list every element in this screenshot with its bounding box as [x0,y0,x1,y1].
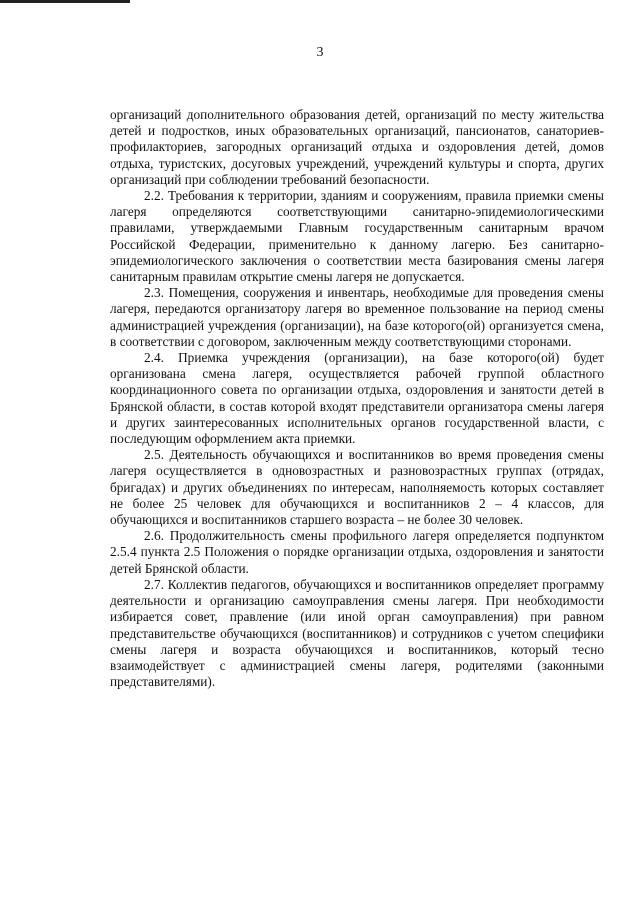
top-edge-rule [0,0,130,3]
paragraph-2-2: 2.2. Требования к территории, зданиям и сооружениям, правила приемки смены лагеря определяются соответствующими санитарно-эпидемиологическими правилами, утверждаемыми Главным государственным санитарным врачом Российской Федерации, применительно к данному лагерю. Без санитарно-эпидемиологического заключения о соответствии места базирования смены лагеря санитарным правилам открытие смены лагеря не допускается. [110,188,604,285]
paragraph-2-6: 2.6. Продолжительность смены профильного лагеря определяется подпунктом 2.5.4 пункта 2.5 Положения о порядке организации отдыха, оздоровления и занятости детей Брянской области. [110,528,604,576]
paragraph-2-7: 2.7. Коллектив педагогов, обучающихся и воспитанников определяет программу деятельности и организацию самоуправления смены лагеря. При необходимости избирается совет, правление (или иной орган самоуправления) при равном представительстве обучающихся (воспитанников) и сотрудников с учетом специфики смены лагеря и возраста обучающихся и воспитанников, который тесно взаимодействует с администрацией смены лагеря, родителями (законными представителями). [110,576,604,690]
paragraph-2-5: 2.5. Деятельность обучающихся и воспитанников во время проведения смены лагеря осуществляется в одновозрастных и разновозрастных группах (отрядах, бригадах) и других объединениях по интересам, наполняемость которых составляет не более 25 человек для обучающихся и воспитанников 2 – 4 классов, для обучающихся и воспитанников старшего возраста – не более 30 человек. [110,447,604,528]
document-body [110,107,604,690]
paragraph-2-4: 2.4. Приемка учреждения (организации), на базе которого(ой) будет организована смена лагеря, осуществляется рабочей группой областного координационного совета по организации отдыха, оздоровления и занятости детей в Брянской области, в состав которой входят представители организатора смены лагеря и других заинтересованных исполнительных органов государственной власти, с последующим оформлением акта приемки. [110,350,604,447]
page-number: 3 [316,45,324,60]
paragraph-continuation: организаций дополнительного образования детей, организаций по месту жительства детей и подростков, иных образовательных организаций, пансионатов, санаториев-профилакториев, загородных организаций отдыха и оздоровления детей, домов отдыха, туристских, досуговых учреждений, учреждений культуры и спорта, других организаций при соблюдении требований безопасности. [110,107,604,187]
paragraph-2-3: 2.3. Помещения, сооружения и инвентарь, необходимые для проведения смены лагеря, передаются организатору лагеря во временное пользование на период смены администрацией учреждения (организации), на базе которого(ой) организуется смена, в соответствии с договором, заключенным между соответствующими сторонами. [110,285,604,349]
